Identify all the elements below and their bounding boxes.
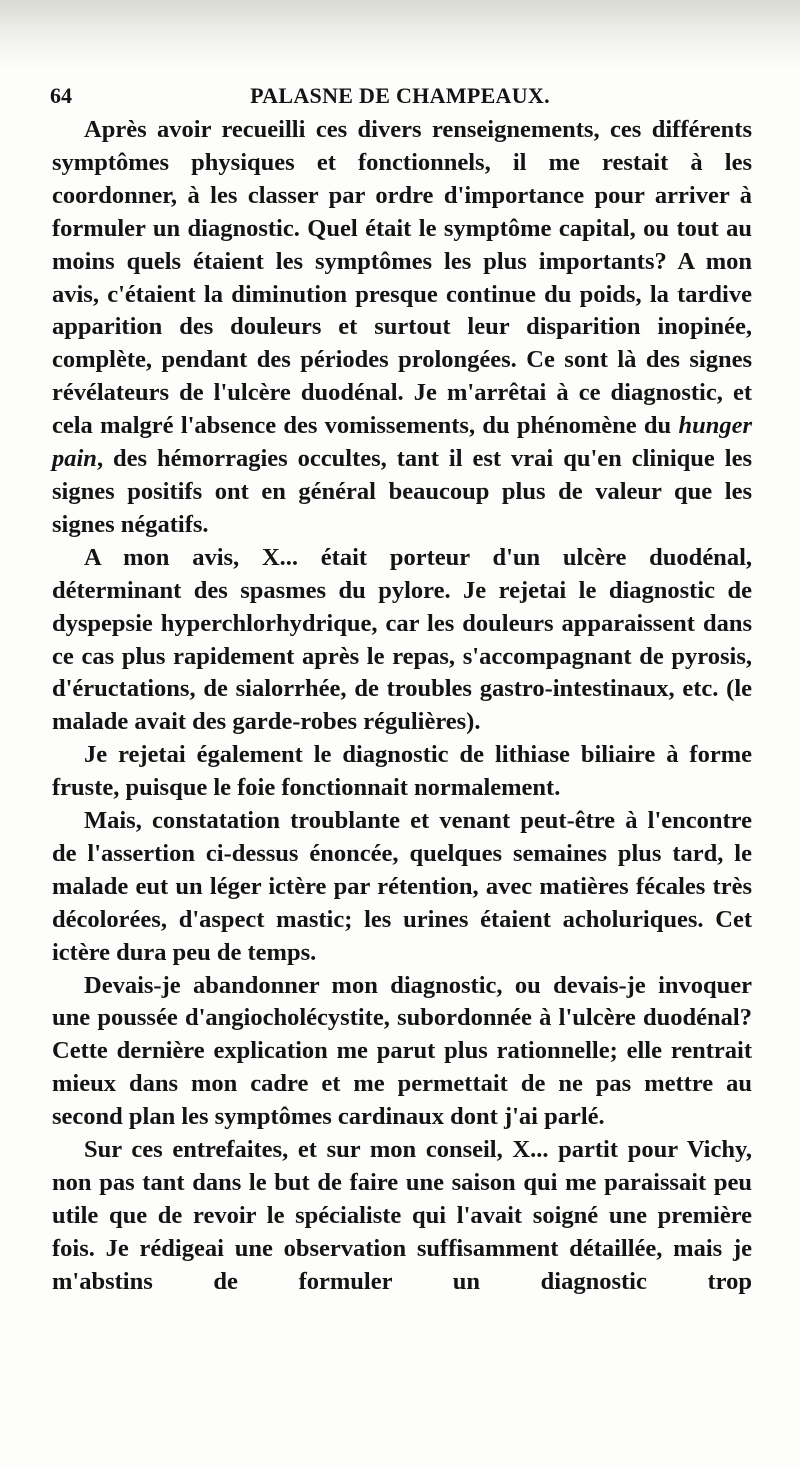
page-number: 64	[50, 83, 72, 108]
paragraph: Sur ces entrefaites, et sur mon conseil, X... partit pour Vichy, non pas tant dans le but de faire une saison qui me paraissait peu utile que de revoir le spécialiste qui l'avait soigné une première fois. Je rédigeai une observation suffisamment détaillée, mais je m'abstins de formuler un diagnostic trop	[52, 1136, 752, 1295]
paragraph: Je rejetai également le diagnostic de lithiase biliaire à forme fruste, puisque le foie fonctionnait normalement.	[52, 741, 752, 802]
paragraph: Devais-je abandonner mon diagnostic, ou devais-je invoquer une poussée d'angiocholécystite, subordonnée à l'ulcère duodénal? Cette dernière explication me parut plus rationnelle; elle rentrait mieux dans mon cadre et me permettait de ne pas mettre au second plan les symptômes cardinaux dont j'ai parlé.	[52, 971, 752, 1131]
paragraph: Après avoir recueilli ces divers renseignements, ces différents symptômes physiques et fonctionnels, il me restait à les coordonner, à les classer par ordre d'importance pour arriver à formuler un diagnostic. Quel était le symptôme capital, ou tout au moins quels étaient les symptômes les plus importants? A mon avis, c'étaient la diminution presque continue du poids, la tardive apparition des douleurs et surtout leur disparition inopinée, complète, pendant des périodes prolongées. Ce sont là des signes révélateurs de l'ulcère duodénal. Je m'arrêtai à ce diagnostic, et cela malgré l'absence des vomissements, du phénomène du hunger pain, des hémorragies occultes, tant il est vrai qu'en clinique les signes positifs ont en général beaucoup plus de valeur que les signes négatifs.	[52, 116, 752, 538]
paragraph: A mon avis, X... était porteur d'un ulcère duodénal, déterminant des spasmes du pylore. Je rejetai le diagnostic de dyspepsie hyperchlorhydrique, car les douleurs apparaissent dans ce cas plus rapidement après le repas, s'accompagnant de pyrosis, d'éructations, de sialorrhée, de troubles gastro-intestinaux, etc. (le malade avait des garde-robes régulières).	[52, 543, 752, 736]
running-head	[50, 80, 750, 112]
paragraph: Mais, constatation troublante et venant peut-être à l'encontre de l'assertion ci-dessus énoncée, quelques semaines plus tard, le malade eut un léger ictère par rétention, avec matières fécales très décolorées, d'aspect mastic; les urines étaient acholuriques. Cet ictère dura peu de temps.	[52, 807, 752, 966]
body-text	[52, 114, 752, 1299]
scan-top-shading	[0, 0, 800, 70]
emphasis-hunger-pain: hunger pain	[52, 412, 752, 473]
running-title: PALASNE DE CHAMPEAUX.	[250, 83, 550, 108]
